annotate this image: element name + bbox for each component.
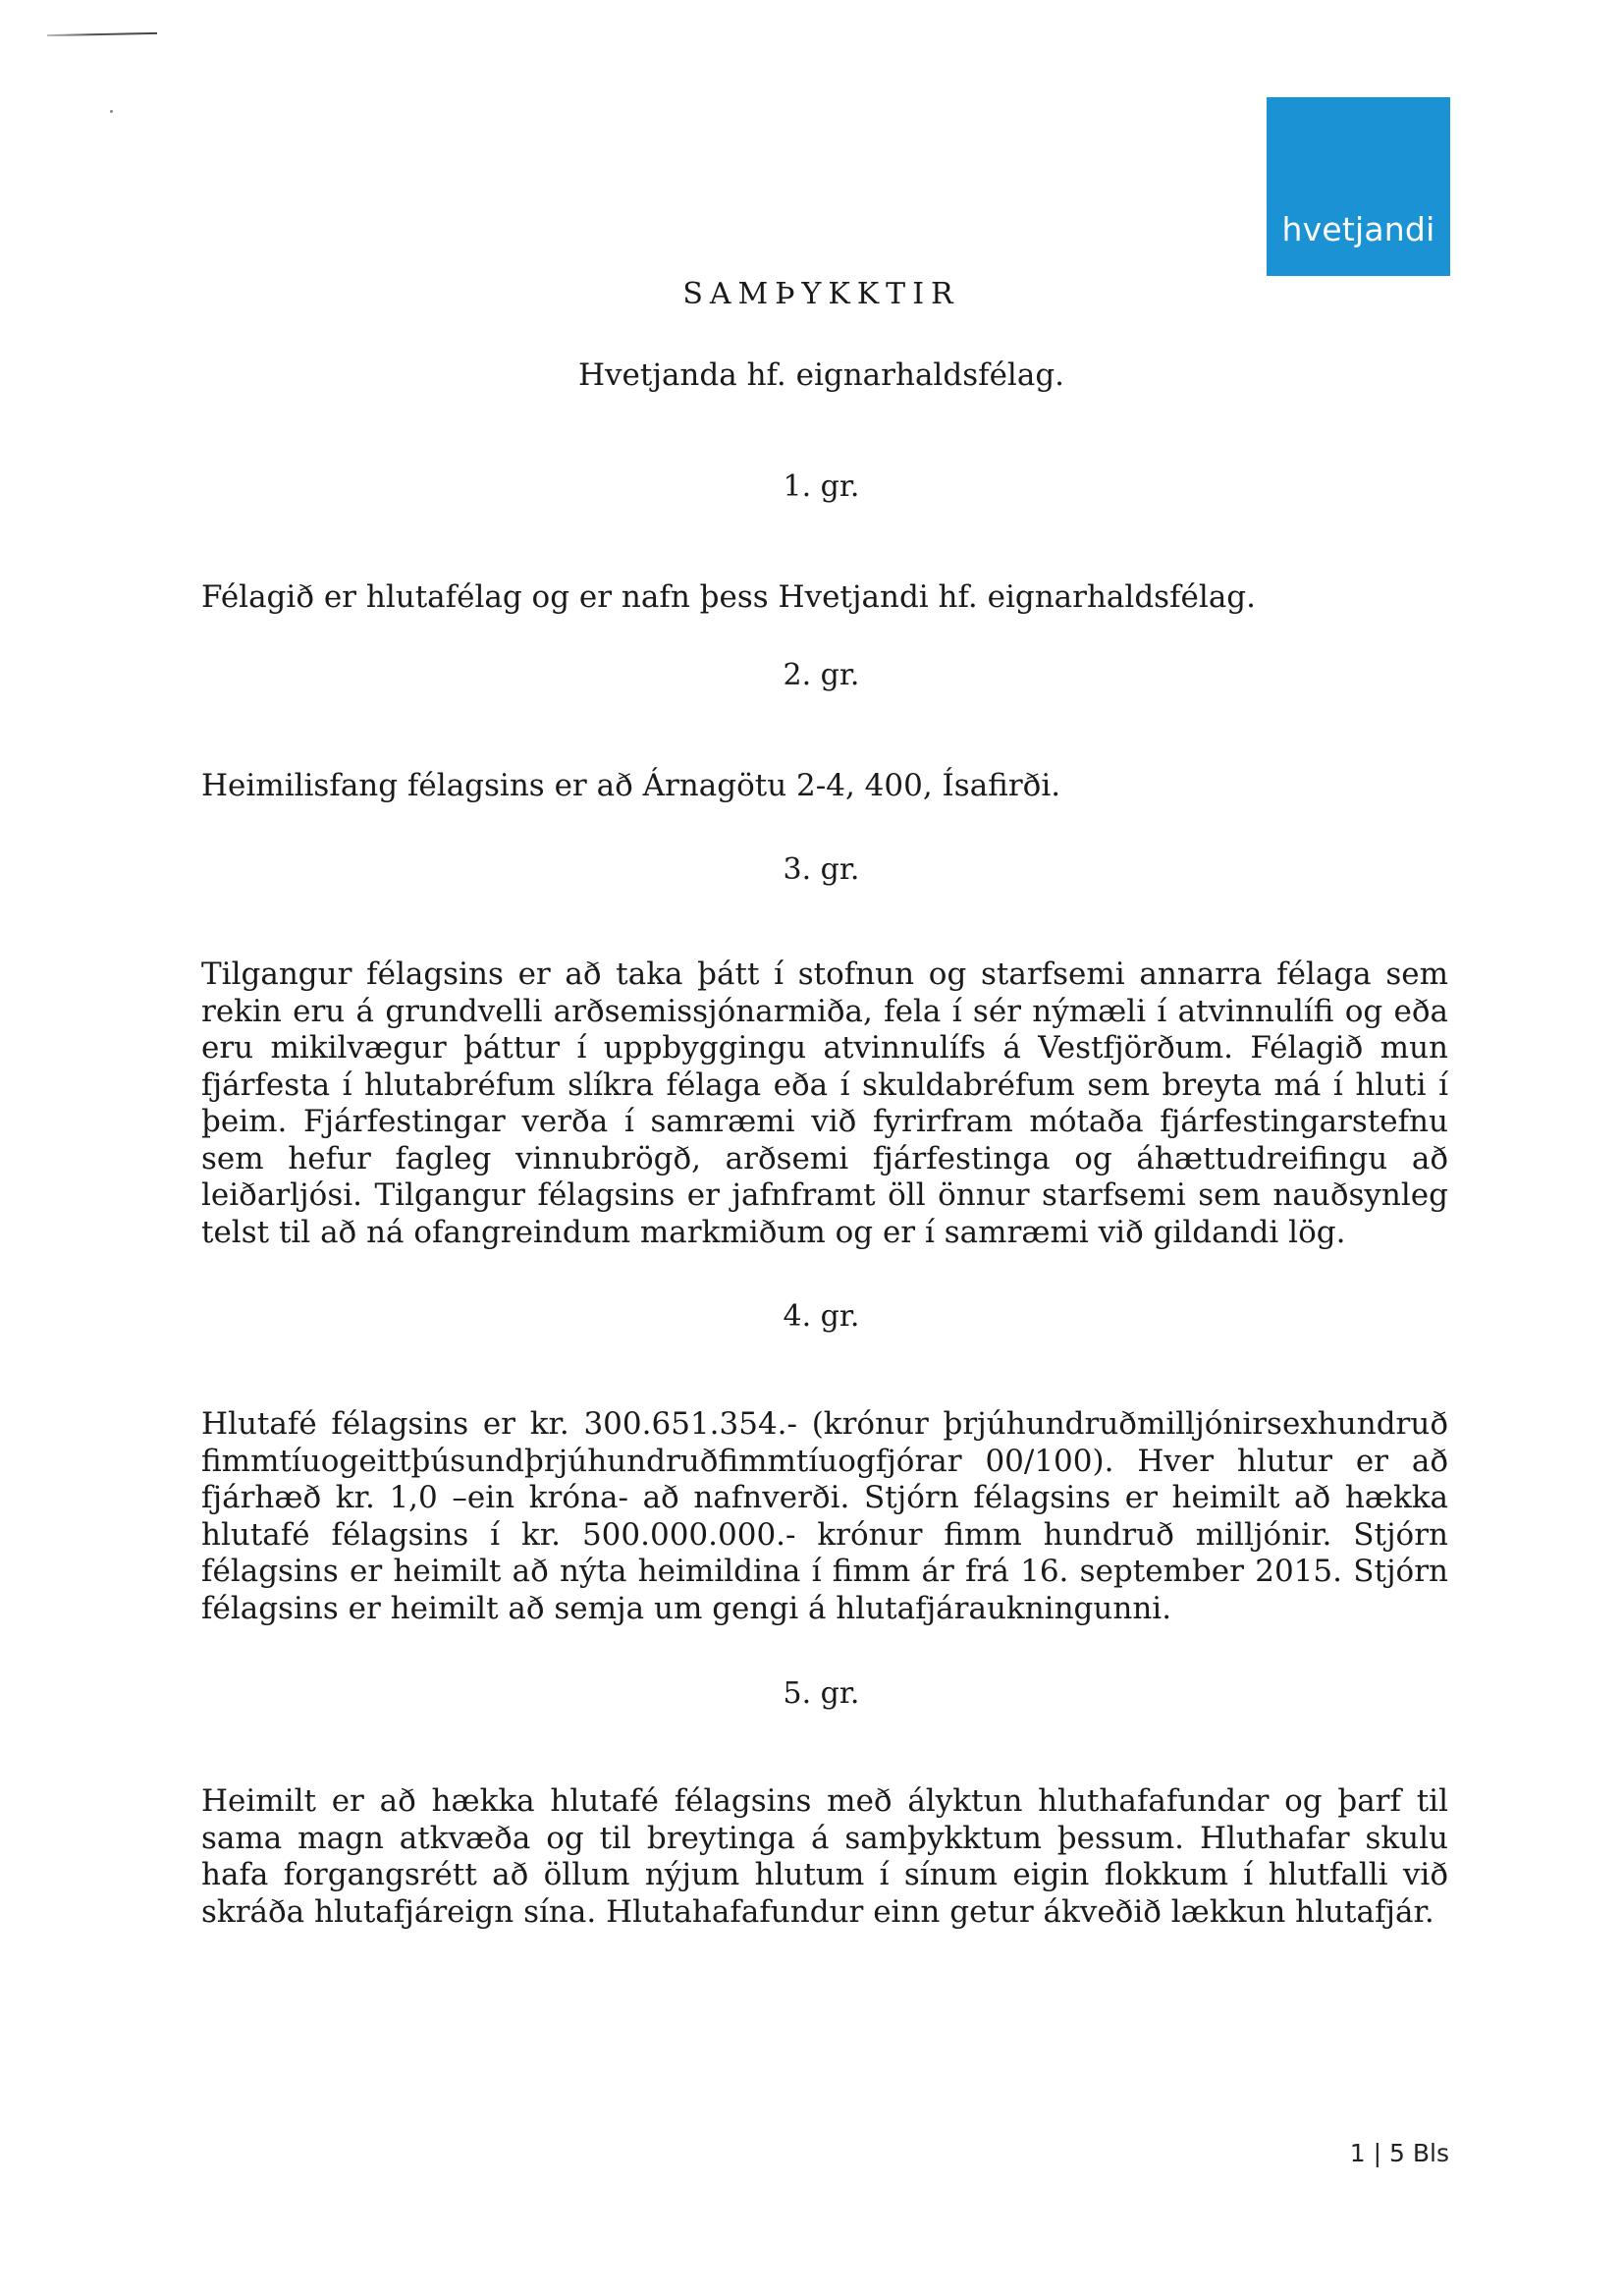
article-text-4: Hlutafé félagsins er kr. 300.651.354.- (krónur þrjúhundruðmilljónirsexhundruð fimmtíuogeittþúsundþrjúhundruðfimmtíuogfjórar 00/100). Hver hlutur er að fjárhæð kr. 1,0 –ein króna- að nafnverði. Stjórn félagsins er heimilt að hækka hlutafé félagsins í kr. 500.000.000.- krónur fimm hundruð milljónir. Stjórn félagsins er heimilt að nýta heimildina í fimm ár frá 16. september 2015. Stjórn félagsins er heimilt að semja um gengi á hlutafjáraukningunni. [201,1406,1448,1626]
article-heading-5: 5. gr. [783,1676,860,1711]
article-text-3: Tilgangur félagsins er að taka þátt í stofnun og starfsemi annarra félaga sem rekin eru á grundvelli arðsemissjónarmiða, fela í sér nýmæli í atvinnulífi og eða eru mikilvægur þáttur í uppbyggingu atvinnulífs á Vestfjörðum. Félagið mun fjárfesta í hlutabréfum slíkra félaga eða í skuldabréfum sem breyta má í hluti í þeim. Fjárfestingar verða í samræmi við fyrirfram mótaða fjárfestingarstefnu sem hefur fagleg vinnubrögð, arðsemi fjárfestinga og áhættudreifingu að leiðarljósi. Tilgangur félagsins er jafnframt öll önnur starfsemi sem nauðsynleg telst til að ná ofangreindum markmiðum og er í samræmi við gildandi lög. [201,957,1448,1250]
article-text-1: Félagið er hlutafélag og er nafn þess Hvetjandi hf. eignarhaldsfélag. [201,579,1256,615]
page-number: 1 | 5 Bls [1349,2139,1449,2167]
article-heading-2: 2. gr. [783,658,860,692]
company-logo [1267,97,1450,276]
document-subtitle: Hvetjanda hf. eignarhaldsfélag. [577,357,1065,393]
article-text-2: Heimilisfang félagsins er að Árnagötu 2-4, 400, Ísafirði. [201,768,1061,803]
article-heading-3: 3. gr. [783,852,860,887]
scan-artifact-dot [110,110,113,113]
document-title: SAMÞYKKTIR [682,277,960,311]
scan-artifact-line [47,32,157,36]
article-heading-4: 4. gr. [783,1299,860,1334]
logo-text: hvetjandi [1281,210,1435,248]
article-heading-1: 1. gr. [783,469,860,504]
article-text-5: Heimilt er að hækka hlutafé félagsins með ályktun hluthafafundar og þarf til sama magn atkvæða og til breytinga á samþykktum þessum. Hluthafar skulu hafa forgangsrétt að öllum nýjum hlutum í sínum eigin flokkum í hlutfalli við skráða hlutafjáreign sína. Hlutahafafundur einn getur ákveðið lækkun hlutafjár. [201,1783,1448,1930]
